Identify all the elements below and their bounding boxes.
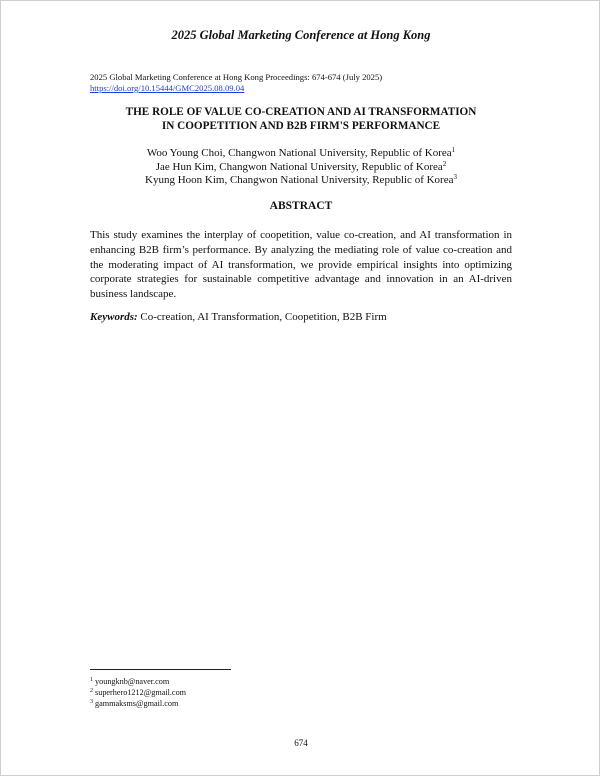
doi-link[interactable]: https://doi.org/10.15444/GMC2025.08.09.04 — [90, 83, 245, 93]
author-text: Woo Young Choi, Changwon National University, Republic of Korea — [146, 147, 452, 159]
footnote — [90, 676, 186, 687]
footnote-mark: 2 — [442, 159, 447, 168]
footnote-mark: 3 — [453, 173, 457, 181]
keywords-label: Keywords: — [90, 311, 138, 323]
keywords — [90, 310, 512, 324]
paper-title — [1, 105, 600, 133]
footnote — [90, 698, 186, 709]
footnote-mark: 2 — [90, 688, 93, 694]
author-text: Kyung Hoon Kim, Changwon National University, Republic of Korea — [145, 174, 454, 186]
keywords-list: Co-creation, AI Transformation, Coopetition, B2B Firm — [137, 311, 387, 323]
page-number: 674 — [294, 738, 308, 748]
proceedings-info — [90, 72, 382, 94]
footnotes — [90, 676, 186, 709]
author-text: Jae Hun Kim, Changwon National University, Republic of Korea — [155, 160, 443, 173]
title-line-1: THE ROLE OF VALUE CO-CREATION AND AI TRANSFORMATION — [125, 106, 477, 118]
footnote-mark: 1 — [451, 146, 456, 154]
footnote-email: superhero1212@gmail.com — [93, 688, 187, 697]
author-line — [1, 174, 600, 188]
author-line — [1, 147, 600, 161]
abstract-body: This study examines the interplay of coopetition, value co-creation, and AI transformation in enhancing B2B firm’s performance. By analyzing the mediating role of value co-creation and the moderating impact of AI transformation, we provide empirical insights into optimizing corporate strategies for sustainable competitive advantage and innovation in an AI-driven business landscape. — [90, 229, 512, 301]
footnote-divider — [90, 669, 231, 670]
footnote-email: youngknb@naver.com — [93, 677, 170, 686]
footnote-mark: 1 — [90, 677, 93, 683]
author-list — [1, 147, 600, 188]
footnote — [90, 687, 186, 698]
proceedings-citation: 2025 Global Marketing Conference at Hong Kong Proceedings: 674-674 (July 2025) — [90, 72, 383, 82]
abstract-heading: ABSTRACT — [269, 200, 333, 212]
footnote-email: gammaksms@gmail.com — [93, 699, 179, 708]
author-line — [1, 161, 600, 175]
footnote-mark: 3 — [90, 699, 93, 705]
title-line-2: IN COOPETITION AND B2B FIRM'S PERFORMANCE — [161, 120, 441, 132]
running-header: 2025 Global Marketing Conference at Hong Kong — [171, 28, 431, 42]
